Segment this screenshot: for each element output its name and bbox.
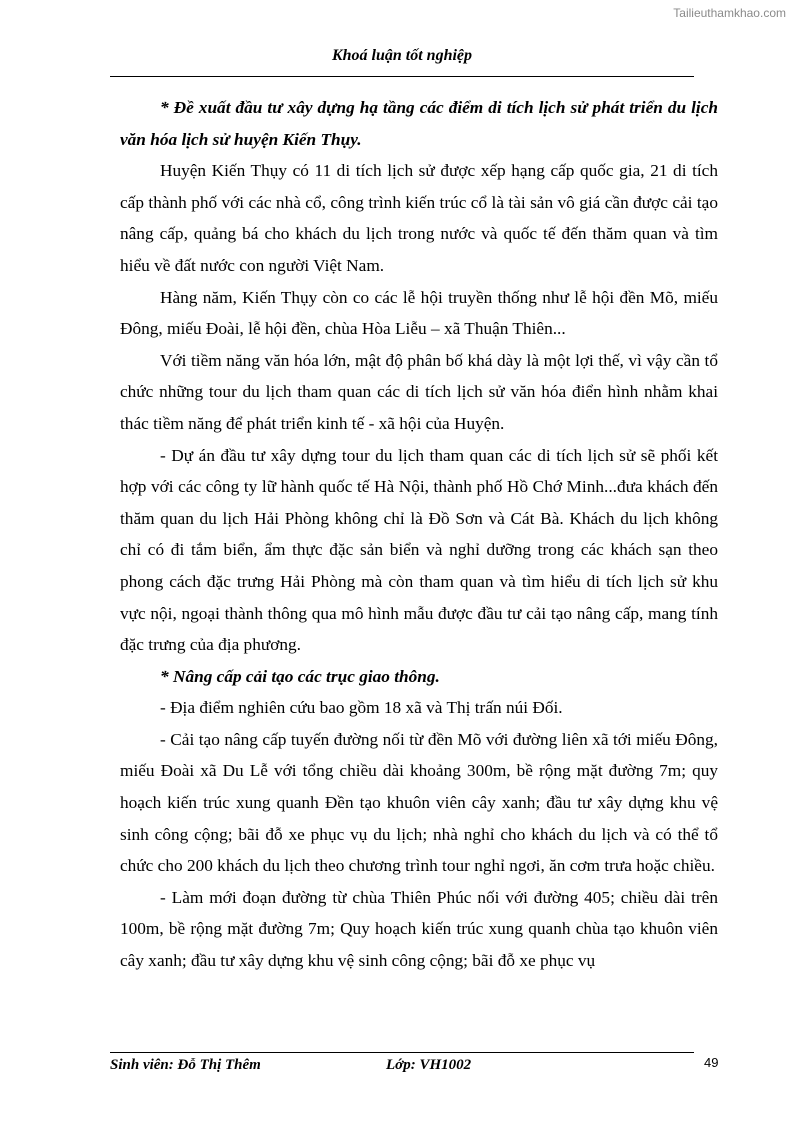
paragraph-cultural-potential: Với tiềm năng văn hóa lớn, mật độ phân bố khá dày là một lợi thế, vì vậy cần tổ chức những tour du lịch tham quan các di tích lịch sử văn hóa điển hình nhằm khai thác tiềm năng để phát triển kinh tế - xã hội của Huyện. — [120, 350, 718, 433]
paragraph-festivals: Hàng năm, Kiến Thụy còn co các lễ hội truyền thống như lễ hội đền Mõ, miếu Đông, miếu Đoài, lễ hội đền, chùa Hòa Liễu – xã Thuận Thiên... — [120, 287, 718, 339]
document-body — [120, 92, 718, 977]
page-header-title: Khoá luận tốt nghiệp — [331, 47, 473, 64]
section-heading-traffic: * Nâng cấp cải tạo các trục giao thông. — [160, 666, 440, 686]
watermark: Tailieuthamkhao.com — [673, 6, 786, 20]
page-number: 49 — [704, 1055, 719, 1070]
paragraph-study-area: - Địa điểm nghiên cứu bao gồm 18 xã và Thị trấn núi Đối. — [160, 698, 563, 718]
paragraph-relics-count: Huyện Kiến Thụy có 11 di tích lịch sử được xếp hạng cấp quốc gia, 21 di tích cấp thành phố với các nhà cổ, công trình kiến trúc cổ là tài sản vô giá cần được cải tạo nâng cấp, quảng bá cho khách du lịch trong nước và quốc tế đến thăm quan và tìm hiểu về đất nước con người Việt Nam. — [120, 161, 718, 275]
paragraph-new-road: - Làm mới đoạn đường từ chùa Thiên Phúc nối với đường 405; chiều dài trên 100m, bề rộng mặt đường 7m; Quy hoạch kiến trúc xung quanh chùa tạo khuôn viên cây xanh; đầu tư xây dựng khu vệ sinh công cộng; bãi đỗ xe phục vụ — [120, 887, 718, 971]
footer-class: Lớp: VH1002 — [386, 1057, 472, 1073]
header-divider — [110, 76, 694, 77]
paragraph-road-upgrade: - Cải tạo nâng cấp tuyến đường nối từ đền Mõ với đường liên xã tới miếu Đông, miếu Đoài xã Du Lễ với tổng chiều dài khoảng 300m, bề rộng mặt đường 7m; quy hoạch kiến trúc xung quanh Đền tạo khuôn viên cây xanh; đầu tư xây dựng khu vệ sinh công cộng; bãi đỗ xe phục vụ du lịch; nhà nghỉ cho khách du lịch và có thể tổ chức cho 200 khách du lịch theo chương trình tour nghỉ ngơi, ăn cơm trưa hoặc chiều. — [120, 729, 718, 876]
paragraph-tour-project: - Dự án đầu tư xây dựng tour du lịch tham quan các di tích lịch sử sẽ phối kết hợp với các công ty lữ hành quốc tế Hà Nội, thành phố Hồ Chớ Minh...đưa khách đến thăm quan du lịch Hải Phòng không chỉ là Đồ Sơn và Cát Bà. Khách du lịch không chỉ có đi tắm biển, ẩm thực đặc sản biển và nghỉ dưỡng trong các khách sạn theo phong cách đặc trưng Hải Phòng mà còn tham quan và tìm hiểu di tích lịch sử khu vực nội, ngoại thành thông qua mô hình mẫu được đầu tư cải tạo nâng cấp, mang tính đặc trưng của địa phương. — [120, 445, 718, 655]
footer-divider — [110, 1052, 694, 1053]
footer-student-name: Sinh viên: Đỗ Thị Thêm — [110, 1057, 261, 1073]
section-heading-infrastructure: * Đề xuất đầu tư xây dựng hạ tầng các điểm di tích lịch sử phát triển du lịch văn hóa lịch sử huyện Kiến Thụy. — [120, 98, 718, 149]
